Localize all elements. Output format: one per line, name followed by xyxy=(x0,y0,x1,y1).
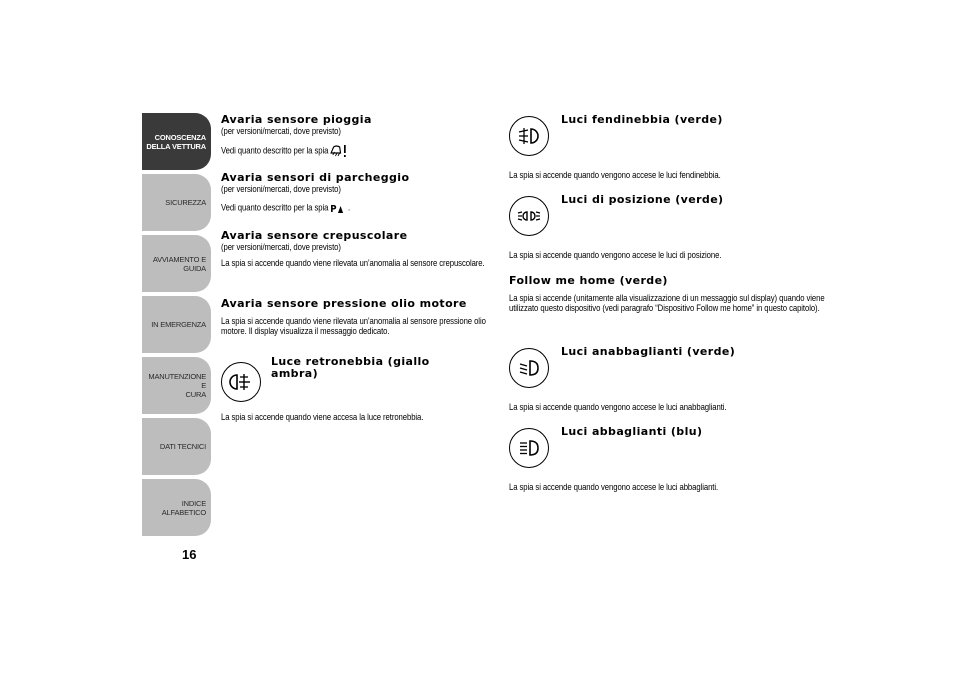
section-text: La spia si accende quando viene rilevata un’anomalia al sensore crepuscolare. xyxy=(221,258,485,268)
tab-in-emergenza[interactable] xyxy=(142,296,211,353)
section-title: Luci fendinebbia (verde) xyxy=(561,113,723,126)
page-number: 16 xyxy=(182,547,197,562)
section-subtitle: (per versioni/mercati, dove previsto) xyxy=(221,184,341,194)
section-text: La spia si accende quando viene rilevata un’anomalia al sensore pressione olio motore. Il display visualizza il messaggio dedicato. xyxy=(221,316,486,336)
low-beam-icon xyxy=(509,348,549,388)
rain-sensor-warning-icon xyxy=(330,144,347,158)
position-lights-icon xyxy=(509,196,549,236)
section-low-beam xyxy=(509,346,789,416)
section-front-fog-lights xyxy=(509,114,789,184)
section-position-lights xyxy=(509,194,789,264)
section-text: La spia si accende (unitamente alla visualizzazione di un messaggio sul display) quando viene utilizzato questo dispositivo (vedi paragrafo “Dispositivo Follow me home” in questo capitolo). xyxy=(509,293,825,313)
section-text: La spia si accende quando viene accesa la luce retronebbia. xyxy=(221,412,424,422)
tab-label: MANUTENZIONE E CURA xyxy=(148,372,206,399)
tab-manutenzione-e-cura[interactable] xyxy=(142,357,211,414)
section-title: Avaria sensori di parcheggio xyxy=(221,171,410,184)
section-twilight-sensor xyxy=(221,230,491,268)
section-text: Vedi quanto descritto per la spia P . xyxy=(221,202,351,214)
section-follow-me-home xyxy=(509,274,825,313)
section-text: La spia si accende quando vengono accese le luci abbaglianti. xyxy=(509,482,719,492)
section-parking-sensors xyxy=(221,172,409,214)
section-text: La spia si accende quando vengono accese le luci fendinebbia. xyxy=(509,170,721,180)
tab-avviamento-e-guida[interactable] xyxy=(142,235,211,292)
rear-fog-light-icon xyxy=(221,362,261,402)
section-title: Follow me home (verde) xyxy=(509,274,668,287)
section-text: La spia si accende quando vengono accese le luci di posizione. xyxy=(509,250,722,260)
section-title: Avaria sensore pioggia xyxy=(221,113,372,126)
tab-label: DATI TECNICI xyxy=(159,442,206,451)
parking-sensor-icon xyxy=(330,202,345,214)
high-beam-icon xyxy=(509,428,549,468)
tab-sicurezza[interactable] xyxy=(142,174,211,231)
front-fog-light-icon xyxy=(509,116,549,156)
tab-label: INDICE ALFABETICO xyxy=(161,498,206,517)
section-subtitle: (per versioni/mercati, dove previsto) xyxy=(221,126,341,136)
section-title: Luci anabbaglianti (verde) xyxy=(561,345,736,358)
section-text: Vedi quanto descritto per la spia xyxy=(221,144,371,158)
section-subtitle: (per versioni/mercati, dove previsto) xyxy=(221,242,341,252)
tab-label: CONOSCENZA DELLA VETTURA xyxy=(146,132,206,151)
section-title: Luce retronebbia (giallo ambra) xyxy=(271,355,430,380)
section-rain-sensor xyxy=(221,114,372,158)
section-high-beam xyxy=(509,426,789,496)
tab-label: SICUREZZA xyxy=(165,198,206,207)
tab-label: AVVIAMENTO E GUIDA xyxy=(152,254,206,273)
section-title: Luci abbaglianti (blu) xyxy=(561,425,703,438)
tab-dati-tecnici[interactable] xyxy=(142,418,211,475)
section-title: Avaria sensore crepuscolare xyxy=(221,229,408,242)
tab-label: IN EMERGENZA xyxy=(151,320,206,329)
section-title: Luci di posizione (verde) xyxy=(561,193,724,206)
section-title: Avaria sensore pressione olio motore xyxy=(221,297,467,310)
svg-text:P: P xyxy=(330,203,337,214)
tab-indice-alfabetico[interactable] xyxy=(142,479,211,536)
tab-conoscenza-della-vettura[interactable] xyxy=(142,113,211,170)
section-oil-pressure-sensor xyxy=(221,298,491,336)
section-rear-fog-light xyxy=(221,354,491,422)
section-text: La spia si accende quando vengono accese le luci anabbaglianti. xyxy=(509,402,727,412)
chapter-sidebar xyxy=(142,113,211,540)
